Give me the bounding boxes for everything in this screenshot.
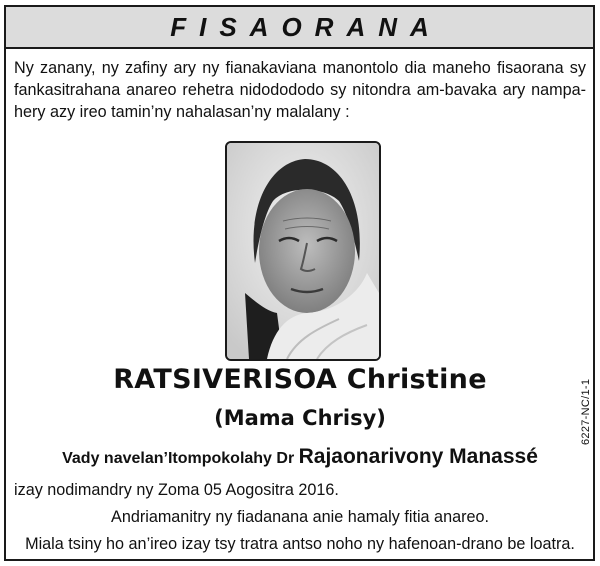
- death-date-line: izay nodimandry ny Zoma 05 Aogositra 2016.: [14, 481, 339, 499]
- apology-line: Miala tsiny ho an’ireo izay tsy tratra antso noho ny hafenoan-drano be loatra.: [25, 535, 575, 553]
- notice-title: FISAORANA: [170, 11, 442, 42]
- intro-paragraph: Ny zanany, ny zafiny ary ny fianakaviana manontolo dia maneho fisaorana sy fankasitrahana anareo rehetra nidodododo sy nitondra am-bavaka ary nampa-hery azy ireo tamin’ny nahalasan’ny malalany :: [14, 59, 586, 121]
- deceased-name: RATSIVERISOA Christine: [113, 364, 487, 395]
- header-banner: [4, 5, 595, 49]
- spouse-prefix: Vady navelan’Itompokolahy Dr: [62, 450, 299, 467]
- spouse-line: [0, 445, 600, 469]
- deceased-nickname: (Mama Chrisy): [214, 406, 386, 430]
- portrait-photo: [225, 141, 381, 361]
- spouse-name: Rajaonarivony Manassé: [298, 445, 538, 468]
- reference-code: 6227-NC/1-1: [580, 378, 592, 445]
- blessing-line: Andriamanitry ny fiadanana anie hamaly fitia anareo.: [111, 508, 489, 526]
